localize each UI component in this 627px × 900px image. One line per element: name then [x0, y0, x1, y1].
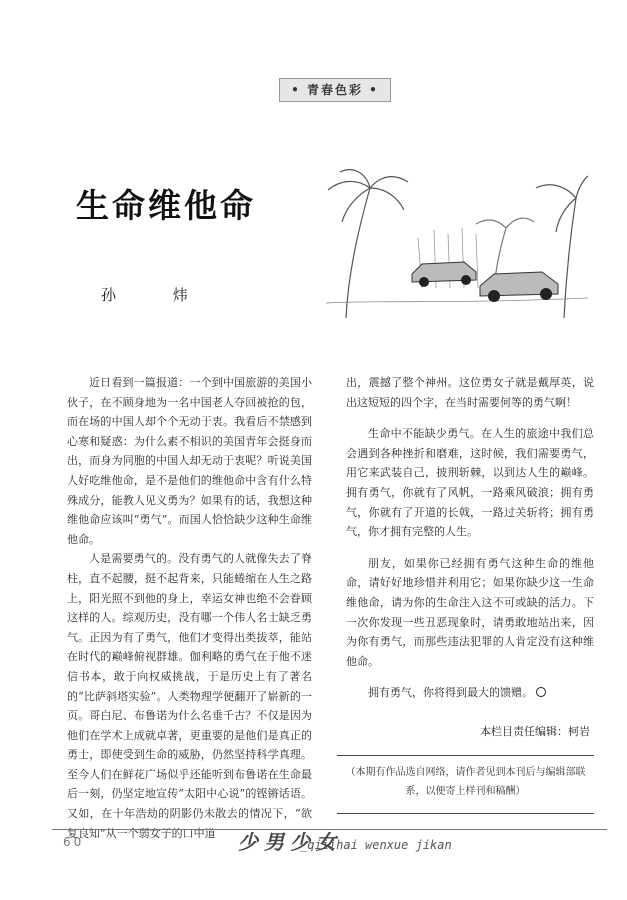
paragraph: 出，震撼了整个神州。这位勇女子就是戴厚英，说出这短短的四个字，在当时需要何等的勇气啊！ — [346, 376, 594, 409]
magazine-name-logo: 少男少女 — [238, 830, 342, 854]
notice-top-rule — [337, 755, 594, 756]
end-mark-icon — [536, 687, 546, 697]
paragraph: 近日看到一篇报道：一个到中国旅游的美国小伙子，在不顾身地为一名中国老人夺回被抢的包，而在场的中国人却个个无动于衷。我看后不禁感到心寒和疑惑：为什么素不相识的美国青年会挺身而出，而身为同胞的中国人却无动于衷呢？听说美国人好吃维他命，是不是他们的维他命中含有什么特殊成分，能教人见义勇为？如果有的话，我想这种维他命应该叫“勇气”。而国人恰恰缺少这种生命维他命。 — [67, 376, 312, 546]
article-title: 生命维他命 — [76, 186, 256, 225]
paragraph: 人是需要勇气的。没有勇气的人就像失去了脊柱，直不起腰，挺不起背来，只能蜷缩在人生之路上，阳光照不到他的身上，幸运女神也绝不会眷顾这样的人。综观历史，没有哪一个伟人名士缺乏勇气。正因为有了勇气，他们才变得出类拔萃，能站在时代的巅峰俯视群雄。伽利略的勇气在于他不迷信书本，敢于向权威挑战，于是历史上有了著名的“比萨斜塔实验”。人类物理学便翻开了崭新的一页。哥白尼、布鲁诺为什么名垂千古？不仅是因为他们在学术上成就卓著，更重要的是他们是真正的勇士，即使受到生命的威胁，仍然坚持科学真理。至今人们在鲜花广场似乎还能听到布鲁诺在生命最后一刻，仍坚定地宣传“太阳中心说”的铿锵话语。又如，在十年浩劫的阴影仍未散去的情况下，“欲复良知”从一个弱女子的口中道 — [67, 552, 312, 840]
notice-bottom-rule — [337, 813, 594, 814]
paragraph: 生命中不能缺少勇气。在人生的旅途中我们总会遇到各种挫折和磨难，这时候，我们需要勇气，用它来武装自己，披荆斩棘，以到达人生的巅峰。拥有勇气，你就有了风帆，一路乘风破浪；拥有勇气，你就有了开道的长戟，一路过关斩将；拥有勇气，你才拥有完整的人生。 — [346, 427, 594, 539]
palm-trees-illustration — [326, 168, 588, 318]
section-label: • 青春色彩 • — [279, 78, 391, 102]
notice-text: （本期有作品选自网络，请作者见到本刊后与编辑部联系，以便寄上样刊和稿酬） — [345, 767, 586, 797]
closing-paragraph — [346, 683, 594, 703]
paragraph: 朋友，如果你已经拥有勇气这种生命的维他命，请好好地珍惜并利用它；如果你缺少这一生命维他命，请为你的生命注入这不可或缺的活力。下一次你发现一些丑恶现象时，请勇敢地站出来，因为你有勇气，而那些违法犯罪的人肯定没有这种维他命。 — [346, 556, 594, 668]
page-number: 60 — [63, 835, 85, 849]
article-body-right-column — [346, 373, 594, 703]
editor-credit: 本栏目责任编辑：柯岩 — [480, 725, 590, 738]
closing-text: 拥有勇气，你将得到最大的馈赠。 — [368, 686, 533, 700]
magazine-pinyin: _qiiihai wenxue jikan — [300, 838, 452, 852]
article-body-left-column — [67, 373, 312, 843]
article-author: 孙 炜 — [101, 286, 214, 304]
